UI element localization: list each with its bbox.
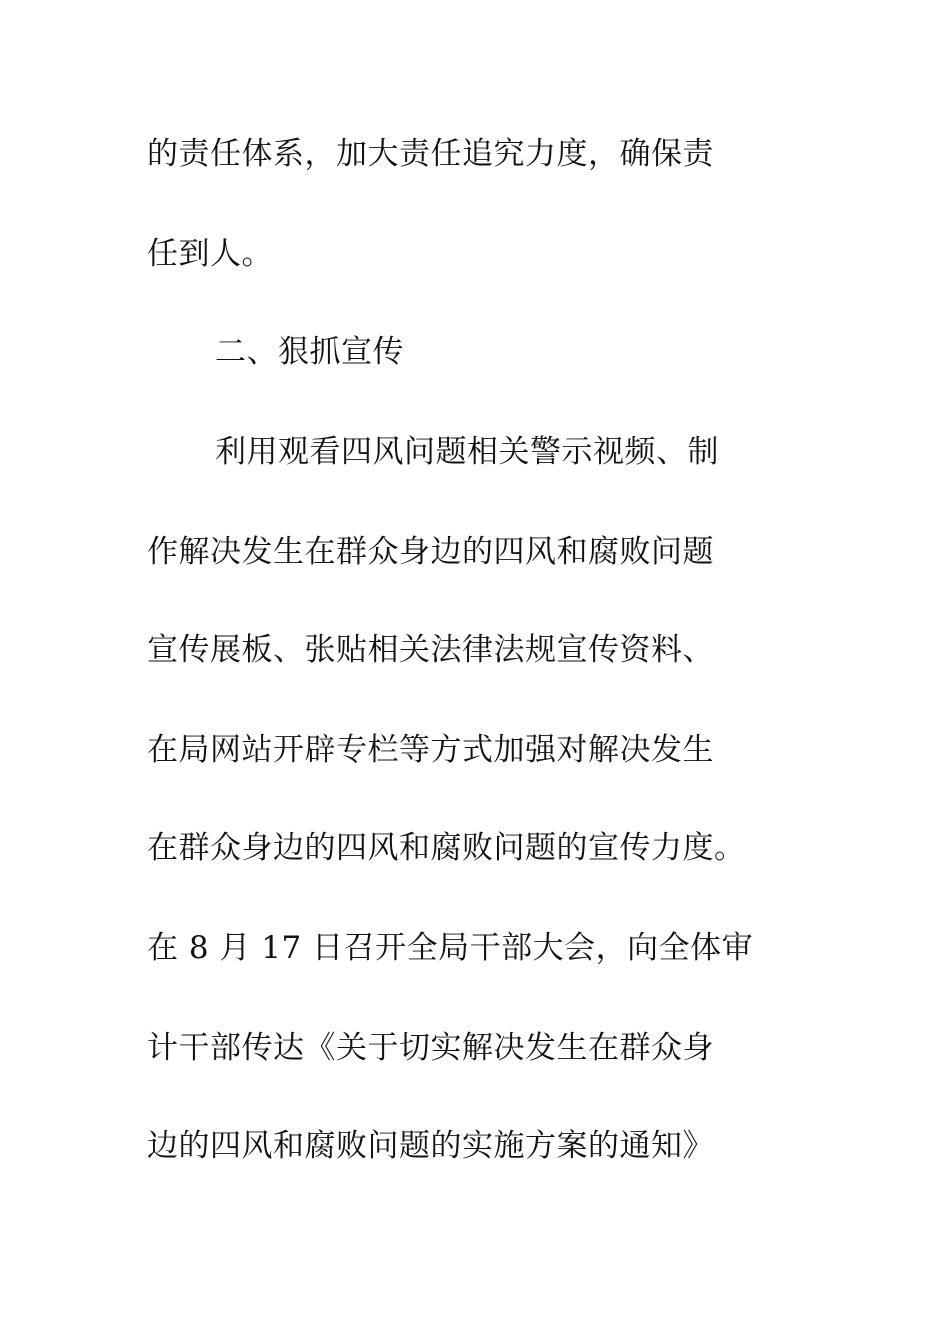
text-line-1: 的责任体系，加大责任追究力度，确保责 [147, 136, 714, 172]
text-line-4: 利用观看四风问题相关警示视频、制 [215, 434, 719, 470]
text-line-11: 边的四风和腐败问题的实施方案的通知》 [147, 1128, 714, 1164]
text-line-9: 在 8 月 17 日召开全局干部大会，向全体审 [147, 930, 754, 966]
text-line-2: 任到人。 [147, 236, 273, 272]
section-heading: 二、狠抓宣传 [215, 334, 404, 370]
text-line-5: 作解决发生在群众身边的四风和腐败问题 [147, 534, 714, 570]
text-line-7: 在局网站开辟专栏等方式加强对解决发生 [147, 732, 714, 768]
text-line-10: 计干部传达《关于切实解决发生在群众身 [147, 1030, 714, 1066]
text-line-6: 宣传展板、张贴相关法律法规宣传资料、 [147, 632, 714, 668]
text-line-8: 在群众身边的四风和腐败问题的宣传力度。 [147, 830, 746, 866]
